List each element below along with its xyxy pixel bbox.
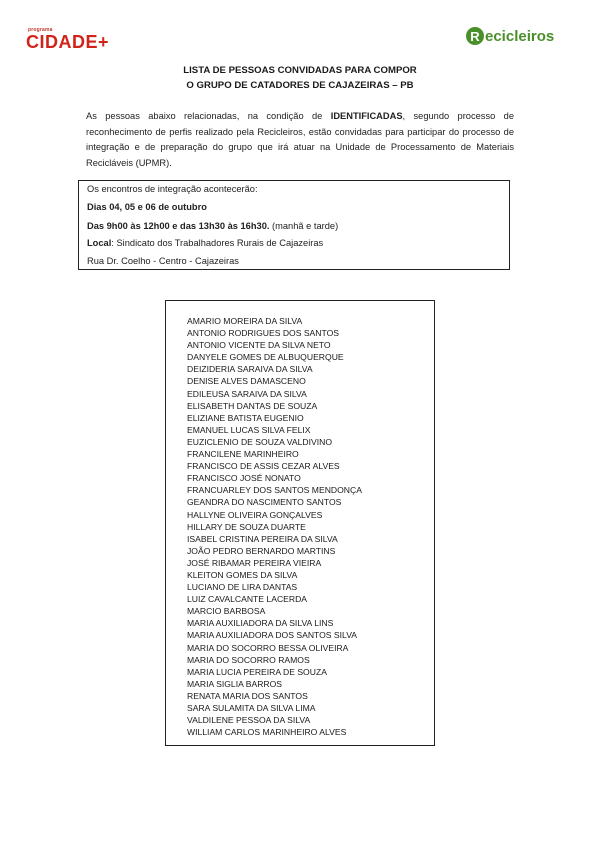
meeting-info-box (78, 180, 510, 270)
invitee-name: JOÃO PEDRO BERNARDO MARTINS (187, 545, 336, 556)
invitee-name: VALDILENE PESSOA DA SILVA (187, 715, 311, 726)
invitee-name: MARIA AUXILIADORA DOS SANTOS SILVA (187, 630, 358, 641)
invitee-name: MARIA SIGLIA BARROS (187, 678, 283, 689)
invitee-name: HILLARY DE SOUZA DUARTE (187, 521, 306, 532)
recicleiros-r-icon: R (466, 27, 484, 45)
invitee-name: RENATA MARIA DOS SANTOS (187, 690, 308, 701)
invitee-name: ISABEL CRISTINA PEREIRA DA SILVA (187, 533, 338, 544)
invitee-name: ANTONIO VICENTE DA SILVA NETO (187, 340, 331, 351)
invitee-name: FRANCILENE MARINHEIRO (187, 449, 299, 460)
document-title-line1: LISTA DE PESSOAS CONVIDADAS PARA COMPOR (183, 65, 417, 76)
recicleiros-wordmark: ecicleiros (485, 27, 555, 45)
invitee-name: MARIA AUXILIADORA DA SILVA LINS (187, 618, 334, 629)
invitee-name: JOSÉ RIBAMAR PEREIRA VIEIRA (187, 557, 322, 568)
intro-text-end: , segundo processo de reconhecimento de perfis realizado pela Recicleiros, estão convidadas para participar do processo de integração e de preparação do grupo que irá atuar na Unidade de Processamento de Materiais Recicláveis (UPMR). (86, 111, 514, 168)
invitee-name: AMARIO MOREIRA DA SILVA (187, 316, 303, 326)
intro-paragraph (86, 109, 514, 171)
invitee-name: KLEITON GOMES DA SILVA (187, 569, 298, 580)
cidade-plus-logo (26, 28, 146, 52)
invitee-name: WILLIAM CARLOS MARINHEIRO ALVES (187, 727, 347, 738)
logo-cidade-mais: CIDADE+ (26, 32, 110, 52)
invitee-name: ELISABETH DANTAS DE SOUZA (187, 400, 318, 411)
invitee-name: LUIZ CAVALCANTE LACERDA (187, 594, 308, 605)
info-hours-note: (manhã e tarde) (269, 221, 339, 231)
invitee-name: EUZICLENIO DE SOUZA VALDIVINO (187, 436, 333, 447)
invitee-name: HALLYNE OLIVEIRA GONÇALVES (187, 509, 323, 520)
invitee-name: GEANDRA DO NASCIMENTO SANTOS (187, 497, 342, 508)
invitee-name: MARCIO BARBOSA (187, 606, 266, 617)
info-address: Rua Dr. Coelho - Centro - Cajazeiras (87, 256, 239, 266)
invitee-name: DENISE ALVES DAMASCENO (187, 376, 306, 387)
info-location-label: Local (87, 238, 112, 248)
document-title-line2: O GRUPO DE CATADORES DE CAJAZEIRAS – PB (186, 80, 414, 91)
invitee-name: ANTONIO RODRIGUES DOS SANTOS (187, 328, 340, 339)
info-dates-text: Dias 04, 05 e 06 de outubro (87, 202, 207, 212)
invitee-name: DANYELE GOMES DE ALBUQUERQUE (187, 352, 344, 363)
invitee-name: MARIA DO SOCORRO RAMOS (187, 654, 310, 665)
info-location-value: : Sindicato dos Trabalhadores Rurais de Cajazeiras (111, 238, 324, 248)
invitees-list (187, 315, 362, 738)
recicleiros-logo (466, 26, 554, 46)
invitee-name: MARIA LUCIA PEREIRA DE SOUZA (187, 666, 327, 677)
info-location (87, 238, 323, 248)
invitee-name: LUCIANO DE LIRA DANTAS (187, 582, 298, 593)
invitee-name: EDILEUSA SARAIVA DA SILVA (187, 388, 307, 399)
info-dates (87, 202, 207, 212)
intro-text-bold: IDENTIFICADAS (330, 111, 403, 121)
invitee-name: EMANUEL LUCAS SILVA FELIX (187, 424, 311, 435)
invitee-name: FRANCISCO JOSÉ NONATO (187, 473, 301, 484)
invitee-name: SARA SULAMITA DA SILVA LIMA (187, 703, 316, 713)
logo-program-label: programa (28, 27, 53, 33)
invitee-name: FRANCUARLEY DOS SANTOS MENDONÇA (187, 485, 362, 496)
info-heading: Os encontros de integração acontecerão: (87, 184, 258, 194)
info-hours-text: Das 9h00 às 12h00 e das 13h30 às 16h30. (87, 221, 270, 231)
invitees-box (165, 300, 435, 746)
invitee-name: DEIZIDERIA SARAIVA DA SILVA (187, 364, 313, 375)
info-hours (87, 221, 338, 231)
invitee-name: ELIZIANE BATISTA EUGENIO (187, 412, 304, 423)
invitee-name: MARIA DO SOCORRO BESSA OLIVEIRA (187, 642, 349, 653)
invitee-name: FRANCISCO DE ASSIS CEZAR ALVES (187, 461, 340, 472)
intro-text-start: As pessoas abaixo relacionadas, na condição de (86, 111, 331, 121)
